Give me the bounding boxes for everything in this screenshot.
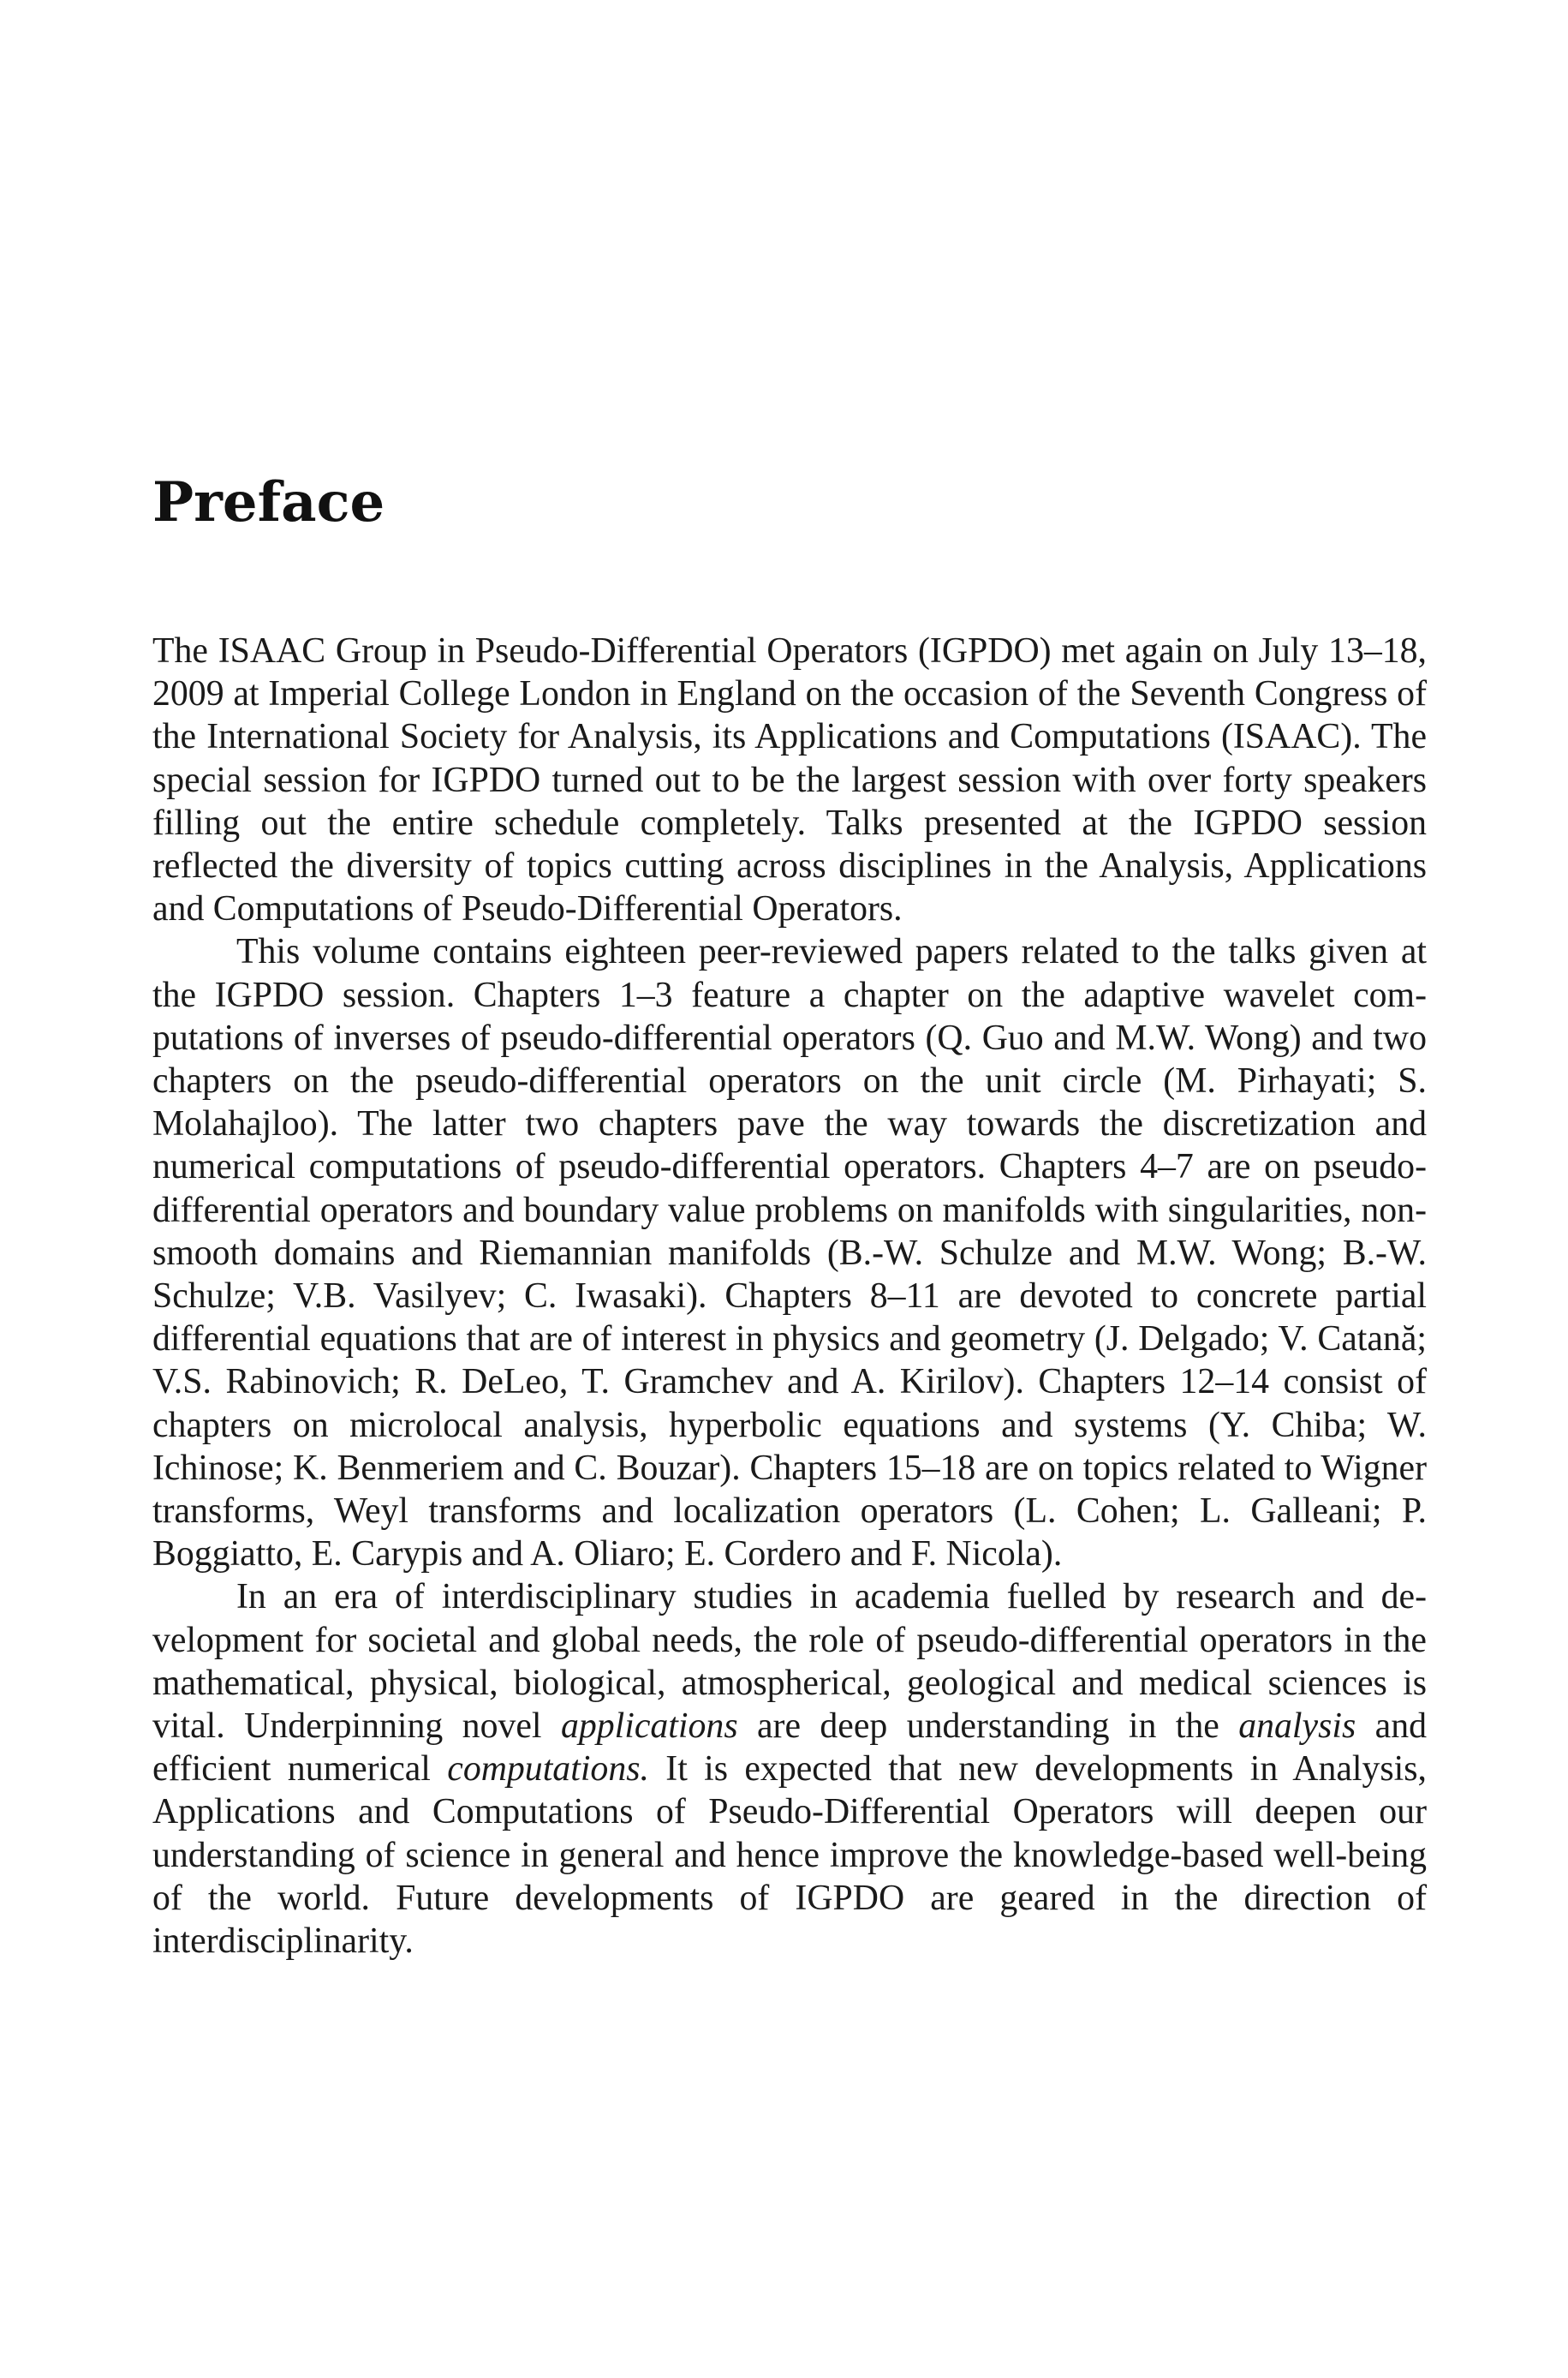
paragraph-1 <box>152 630 1427 930</box>
paragraph-2 <box>152 930 1427 1575</box>
paragraph-3 <box>152 1575 1427 1963</box>
paragraph-3-text-d: It is expected that new developments in Analysis, Applications and Computations of Pseudo-Differential Operators will deepen our understanding of science in general and hence improve the knowledge-based well-being of the world. Future developments of IGPDO are geared in the direction of interdisciplinarity. <box>152 1749 1427 1962</box>
paragraph-2-text: This volume contains eighteen peer-reviewed papers related to the talks given at the IGPDO session. Chapters 1–3 feature a chapter on the adaptive wavelet computations of inverses of pseudo-differential operators (Q. Guo and M.W. Wong) and two chapters on the pseudo-differential operators on the unit circle (M. Pirhayati; S. Molahajloo). The latter two chapters pave the way towards the discretization and numerical computations of pseudo-differential operators. Chapters 4–7 are on pseudo-differential operators and boundary value problems on manifolds with singularities, non-smooth domains and Riemannian manifolds (B.-W. Schulze and M.W. Wong; B.-W. Schulze; V.B. Vasilyev; C. Iwasaki). Chapters 8–11 are devoted to concrete partial differential equations that are of interest in physics and geometry (J. Delgado; V. Catană; V.S. Rabinovich; R. DeLeo, T. Gramchev and A. Kirilov). Chapters 12–14 consist of chapters on microlocal analysis, hyperbolic equations and systems (Y. Chiba; W. Ichinose; K. Benmeriem and C. Bouzar). Chapters 15–18 are on topics related to Wigner transforms, Weyl transforms and localization operators (L. Cohen; L. Galleani; P. Boggiatto, E. Carypis and A. Oliaro; E. Cordero and F. Nicola). <box>152 932 1427 1574</box>
emphasis-computations: computations. <box>447 1749 649 1789</box>
paragraph-1-text: The ISAAC Group in Pseudo-Differential Operators (IGPDO) met again on July 13–18, 2009 at Imperial College London in England on the occasion of the Seventh Congress of the International Society for Analysis, its Applications and Computations (ISAAC). The special session for IGPDO turned out to be the largest session with over forty speakers filling out the entire schedule completely. Talks presented at the IGPDO session reflected the diversity of topics cutting across disciplines in the Analysis, Applications and Computations of Pseudo-Differential Operators. <box>152 631 1427 929</box>
paragraph-3-text-b: are deep understanding in the <box>737 1706 1239 1747</box>
paragraph-3-text-a: In an era of interdisciplinary studies in academia fuelled by research and development for societal and global needs, the role of pseudo-differential operators in the mathematical, physical, biological, atmospherical, geological and medical sciences is vital. Underpinning novel <box>152 1577 1427 1747</box>
paragraph-3-text-c: and efficient numerical <box>152 1706 1427 1789</box>
page-title: Preface <box>152 470 385 535</box>
preface-body <box>152 630 1427 1963</box>
emphasis-applications: applications <box>560 1706 738 1747</box>
emphasis-analysis: analysis <box>1238 1706 1356 1747</box>
